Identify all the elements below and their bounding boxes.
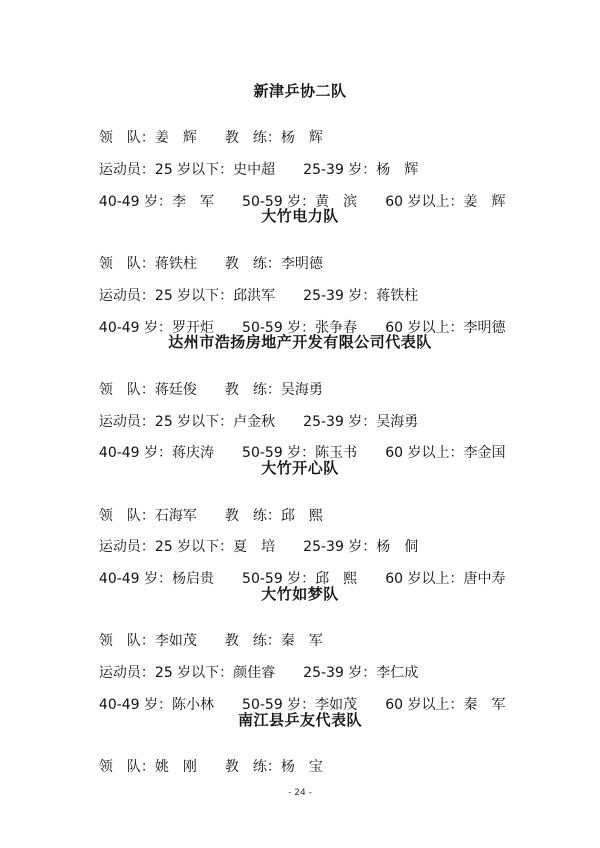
coach-text: 教 练：秦 军 bbox=[224, 633, 323, 649]
leader-text: 领 队：姜 辉 bbox=[98, 130, 197, 146]
team-title: 大竹电力队 bbox=[261, 207, 339, 225]
leader-coach-line bbox=[90, 111, 323, 147]
leader-coach-line bbox=[90, 363, 323, 399]
leader-coach-line bbox=[90, 740, 323, 776]
team-title: 达州市浩扬房地产开发有限公司代表队 bbox=[168, 333, 432, 351]
age-60-plus-text: 60 岁以上：秦 军 bbox=[385, 697, 506, 713]
age-50-59-text: 50-59 岁：邱 熙 bbox=[242, 571, 358, 587]
athletes-line bbox=[90, 269, 418, 305]
athletes-25-39-text: 25-39 岁：杨 辉 bbox=[303, 162, 419, 178]
age-40-49-text: 40-49 岁：蒋庆涛 bbox=[98, 445, 215, 461]
leader-coach-line bbox=[90, 237, 323, 273]
athletes-line bbox=[90, 520, 418, 556]
coach-text: 教 练：邱 熙 bbox=[224, 508, 323, 524]
age-50-59-text: 50-59 岁：李如茂 bbox=[242, 697, 358, 713]
athletes-25-39-text: 25-39 岁：李仁成 bbox=[303, 665, 419, 681]
age-50-59-text: 50-59 岁：陈玉书 bbox=[242, 445, 358, 461]
athletes-line bbox=[90, 143, 418, 179]
leader-text: 领 队：姚 刚 bbox=[98, 759, 197, 775]
team-title: 新津乒协二队 bbox=[253, 82, 347, 100]
age-60-plus-text: 60 岁以上：李明德 bbox=[385, 320, 506, 336]
age-50-59-text: 50-59 岁：张争春 bbox=[242, 320, 358, 336]
athletes-25-39-text: 25-39 岁：蒋铁柱 bbox=[303, 288, 419, 304]
athletes-under25-text: 运动员：25 岁以下：邱洪军 bbox=[98, 288, 276, 304]
athletes-25-39-text: 25-39 岁：吴海勇 bbox=[303, 414, 419, 430]
age-40-49-text: 40-49 岁：李 军 bbox=[98, 194, 215, 210]
age-40-49-text: 40-49 岁：杨启贵 bbox=[98, 571, 215, 587]
leader-coach-line bbox=[90, 614, 323, 650]
coach-text: 教 练：吴海勇 bbox=[224, 382, 323, 398]
coach-text: 教 练：杨 辉 bbox=[224, 130, 323, 146]
leader-text: 领 队：蒋廷俊 bbox=[98, 382, 197, 398]
page-number: - 24 - bbox=[288, 788, 312, 798]
athletes-under25-text: 运动员：25 岁以下：夏 培 bbox=[98, 539, 276, 555]
athletes-under25-text: 运动员：25 岁以下：卢金秋 bbox=[98, 414, 276, 430]
athletes-line bbox=[90, 646, 418, 682]
team-title: 大竹如梦队 bbox=[261, 585, 339, 603]
age-40-49-text: 40-49 岁：罗开炬 bbox=[98, 320, 215, 336]
coach-text: 教 练：李明德 bbox=[224, 256, 323, 272]
leader-text: 领 队：蒋铁柱 bbox=[98, 256, 197, 272]
athletes-under25-text: 运动员：25 岁以下：史中超 bbox=[98, 162, 276, 178]
leader-text: 领 队：石海军 bbox=[98, 508, 197, 524]
athletes-under25-text: 运动员：25 岁以下：颜佳睿 bbox=[98, 665, 276, 681]
team-title: 南江县乒友代表队 bbox=[237, 711, 362, 729]
age-50-59-text: 50-59 岁：黄 滨 bbox=[242, 194, 358, 210]
age-60-plus-text: 60 岁以上：姜 辉 bbox=[385, 194, 506, 210]
leader-text: 领 队：李如茂 bbox=[98, 633, 197, 649]
age-60-plus-text: 60 岁以上：李金国 bbox=[385, 445, 506, 461]
athletes-25-39-text: 25-39 岁：杨 侗 bbox=[303, 539, 419, 555]
age-60-plus-text: 60 岁以上：唐中寿 bbox=[385, 571, 506, 587]
team-title: 大竹开心队 bbox=[261, 459, 339, 477]
age-40-49-text: 40-49 岁：陈小林 bbox=[98, 697, 215, 713]
coach-text: 教 练：杨 宝 bbox=[224, 759, 323, 775]
